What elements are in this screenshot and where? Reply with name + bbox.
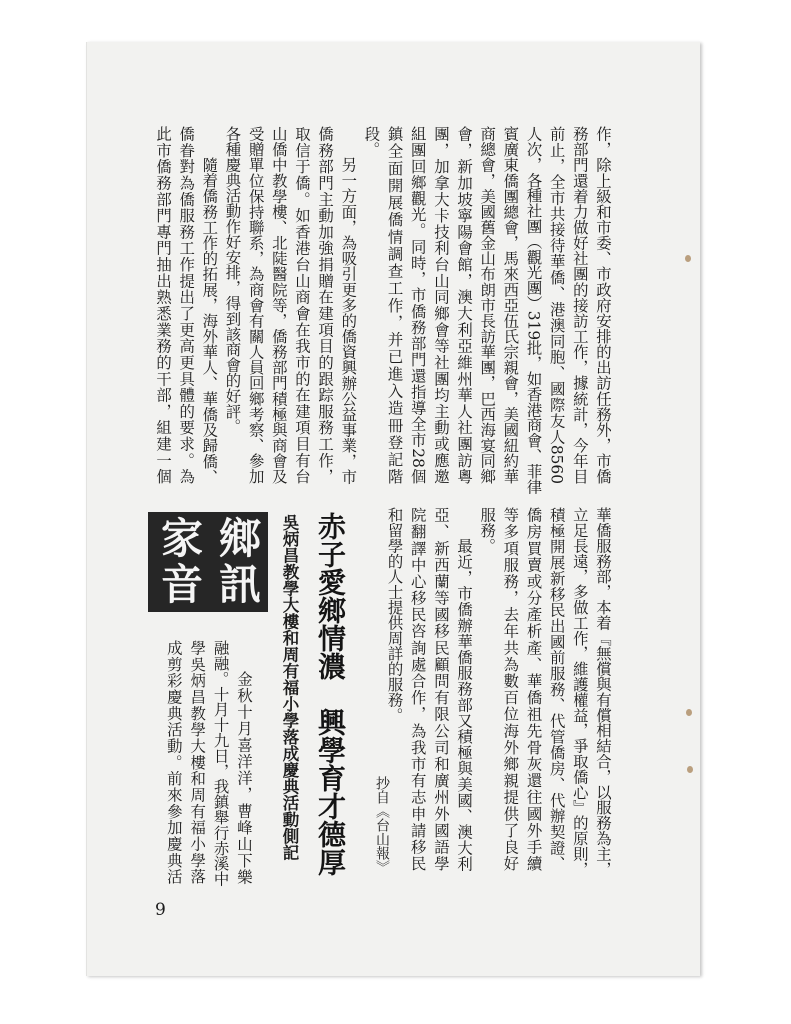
binding-hole-mark: [687, 766, 693, 773]
feature-text-column: 融融。十月十九日，我鎮舉行赤溪中: [211, 640, 230, 887]
article-text-column: 隨着僑務工作的拓展，海外華人、華僑及歸僑、: [200, 156, 219, 484]
article-text-column: 等多項服務，去年共為數百位海外鄉親提供了良好: [501, 507, 520, 871]
article-text-column: 積極開展新移民出國前服務、代管僑房、代辦契證、: [547, 507, 566, 871]
article-text-column: 另一方面，為吸引更多的僑資興辦公益事業，市: [339, 156, 358, 484]
article-text-column: 受贈單位保持聯系，為商會有關人員回鄉考察、參加: [246, 126, 265, 484]
article-text-column: 作，除上級和市委、市政府安排的出訪任務外，市僑: [594, 126, 612, 484]
section-header-column: 家音: [155, 516, 204, 608]
page-number: 9: [155, 900, 166, 920]
upper-article-body: [151, 126, 614, 495]
article-text-column: 團，加拿大卡技利台山同鄉會等社團均主動或應邀: [431, 126, 450, 484]
binding-hole-mark: [685, 255, 691, 262]
feature-text-column: 學吳炳昌教學大樓和周有福小學落: [188, 640, 207, 884]
article-text-column: 服務。: [478, 507, 497, 554]
feature-article-body: [161, 640, 255, 887]
article-text-column: 亞、新西蘭等國移民顧問有限公司和廣州外國語學: [431, 507, 450, 871]
article-text-column: 商總會，美國舊金山布朗市長訪華團，巴西海宴同鄉: [478, 126, 497, 484]
section-header-box: [148, 512, 268, 612]
article-text-column: 組團回鄉觀光。同時，市僑務部門還指導全市28個: [408, 126, 427, 484]
feature-text-column: 金秋十月喜洋洋，曹峰山下樂: [235, 670, 253, 884]
article-text-column: 務部門還着力做好社團的接訪工作，據統計，今年目: [570, 126, 589, 484]
article-text-column: 和留學的人士提供周詳的服務。: [385, 507, 404, 723]
article-text-column: 立足長遠，多做工作，維護權益，爭取僑心』的原則，: [570, 507, 589, 877]
article-text-column: 取信于僑。如香港台山商會在我市的在建項目有台: [292, 126, 311, 484]
article-text-column: 段。: [362, 126, 381, 157]
article-text-column: 最近，市僑辦華僑服務部又積極與美國、澳大利: [455, 537, 474, 871]
article-text-column: 山僑中教學樓、北陡醫院等，僑務部門積極與商會及: [269, 126, 288, 484]
article-text-column: 會，新加坡寧陽會館，澳大利亞維州華人社團訪粵: [455, 126, 474, 484]
source-attribution: 抄自《台山報》: [374, 776, 390, 874]
article-text-column: 賓廣東僑團總會，馬來西亞伍氏宗親會，美國紐約華: [501, 126, 520, 484]
article-text-column: 各種慶典活動作好安排，得到該商會的好評。: [223, 126, 242, 434]
article-text-column: 鎮全面開展僑情調查工作，并已進入造冊登記階: [385, 126, 404, 484]
article-text-column: 華僑服務部，本着『無償與有償相結合，以服務為主，: [594, 507, 612, 877]
feature-title: 赤子愛鄉情濃 興學育才德厚: [314, 512, 347, 876]
section-header: [150, 516, 266, 608]
article-text-column: 僑務部門主動加強捐贈在建項目的跟踪服務工作，: [316, 126, 335, 484]
article-text-column: 僑眷對為僑服務工作提出了更高更具體的要求。為: [177, 126, 196, 484]
article-text-column: 院翻譯中心移民咨詢處合作，為我市有志申請移民: [408, 507, 427, 871]
article-text-column: 僑房買賣或分產析產、華僑祖先骨灰還往國外手續: [524, 507, 543, 871]
article-text-column: 此市僑務部門專門抽出熟悉業務的干部，組建一個: [154, 126, 173, 484]
section-header-column: 鄉訊: [213, 516, 262, 608]
binding-hole-mark: [686, 709, 692, 716]
article-text-column: 前止，全市共接待華僑、港澳同胞、國際友人8560: [547, 126, 566, 484]
feature-subtitle: 吳炳昌教學大樓和周有福小學落成慶典活動側記: [280, 514, 299, 861]
feature-text-column: 成剪彩慶典活動。前來參加慶典活: [164, 640, 183, 884]
article-text-column: 人次，各種社團（觀光團）319批，如香港商會、菲律: [524, 126, 543, 495]
